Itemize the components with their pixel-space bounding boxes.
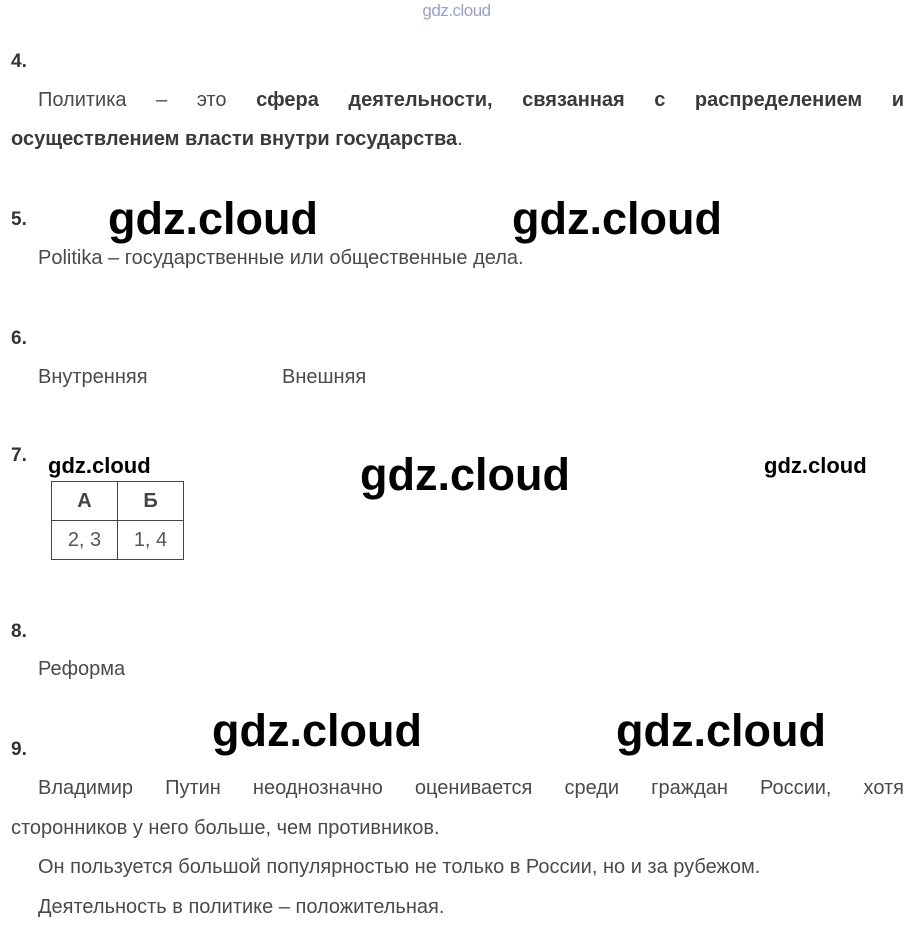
question-4-bold-2: осуществлением власти внутри государства bbox=[11, 128, 458, 150]
question-number-6: 6. bbox=[11, 328, 27, 349]
watermark-5a: gdz.cloud bbox=[108, 193, 318, 244]
question-9-line-2: сторонников у него больше, чем противников. bbox=[11, 817, 440, 839]
question-6-internal: Внутренняя bbox=[38, 366, 148, 388]
question-4-line-1 bbox=[38, 89, 904, 112]
question-9-line-4: Деятельность в политике – положительная. bbox=[38, 896, 445, 918]
watermark-7b: gdz.cloud bbox=[360, 449, 570, 500]
watermark-5b: gdz.cloud bbox=[512, 193, 722, 244]
answer-table-cell-b: 1, 4 bbox=[118, 521, 184, 560]
answer-table-header-row bbox=[52, 482, 184, 521]
question-8-answer: Реформа bbox=[38, 658, 126, 680]
question-4-end: . bbox=[457, 128, 463, 150]
watermark-7c: gdz.cloud bbox=[764, 453, 867, 478]
question-4-line-2 bbox=[11, 128, 463, 151]
question-number-5: 5. bbox=[11, 209, 27, 230]
watermark-9a: gdz.cloud bbox=[212, 705, 422, 756]
question-5-answer: Politika – государственные или общественные дела. bbox=[38, 247, 524, 269]
answer-table-cell-a: 2, 3 bbox=[52, 521, 118, 560]
watermark-7a: gdz.cloud bbox=[48, 453, 151, 478]
watermark-9b: gdz.cloud bbox=[616, 705, 826, 756]
question-number-9: 9. bbox=[11, 739, 27, 760]
question-number-7: 7. bbox=[11, 445, 27, 466]
question-9-line-3: Он пользуется большой популярностью не только в России, но и за рубежом. bbox=[38, 856, 761, 878]
answer-table-header-a: А bbox=[52, 482, 118, 521]
question-9-line-1: Владимир Путин неоднозначно оценивается среди граждан России, хотя bbox=[38, 777, 904, 799]
question-4-bold-1: сфера деятельности, связанная с распределением и bbox=[256, 89, 904, 111]
question-4-plain: Политика – это bbox=[38, 89, 257, 111]
watermark-top: gdz.cloud bbox=[422, 1, 491, 20]
answer-table-header-b: Б bbox=[118, 482, 184, 521]
answer-table-row bbox=[52, 521, 184, 560]
question-number-4: 4. bbox=[11, 51, 27, 72]
question-number-8: 8. bbox=[11, 621, 27, 642]
question-6-external: Внешняя bbox=[282, 366, 367, 388]
answer-table bbox=[51, 481, 184, 560]
